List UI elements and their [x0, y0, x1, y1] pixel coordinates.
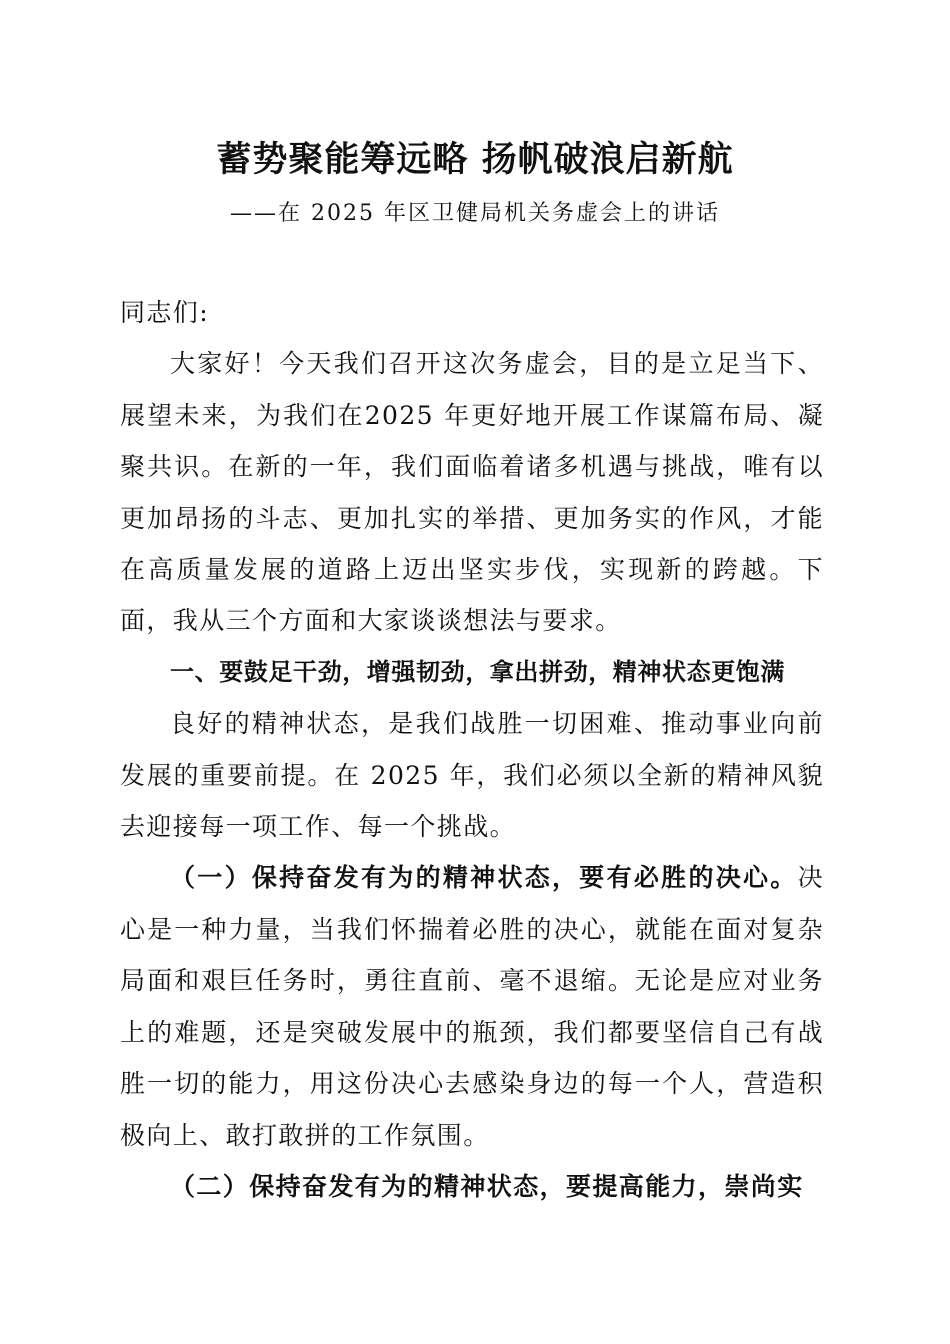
document-subtitle: ——在 2025 年区卫健局机关务虚会上的讲话: [230, 201, 720, 226]
intro-paragraph: 大家好！今天我们召开这次务虚会，目的是立足当下、展望未来，为我们在2025 年更好地开展工作谋篇布局、凝聚共识。在新的一年，我们面临着诸多机遇与挑战，唯有以更加昂扬的斗志、更加扎实的举措、更加务实的作风，才能在高质量发展的道路上迈出坚实步伐，实现新的跨越。下面，我从三个方面和大家谈谈想法与要求。: [120, 349, 824, 636]
section-1-heading: 一、要鼓足干劲，增强韧劲，拿出拼劲，精神状态更饱满: [170, 657, 785, 686]
document-body: [120, 287, 824, 1212]
document-title: 蓄势聚能筹远略 扬帆破浪启新航: [216, 139, 734, 180]
section-1-paragraph: 良好的精神状态，是我们战胜一切困难、推动事业向前发展的重要前提。在 2025 年，我们必须以全新的精神风貌去迎接每一项工作、每一个挑战。: [120, 709, 824, 842]
subsection-2-lead: （二）保持奋发有为的精神状态，要提高能力，崇尚实: [170, 1171, 804, 1201]
subsection-1-text: 决心是一种力量，当我们怀揣着必胜的决心，就能在面对复杂局面和艰巨任务时，勇往直前、毫不退缩。无论是应对业务上的难题，还是突破发展中的瓶颈，我们都要坚信自己有战胜一切的能力，用这份决心去感染身边的每一个人，营造积极向上、敢打敢拼的工作氛围。: [120, 863, 824, 1150]
salutation: 同志们:: [120, 298, 210, 327]
subsection-1-lead: （一）保持奋发有为的精神状态，要有必胜的决心。: [170, 863, 798, 893]
subsection-1-paragraph: [120, 852, 824, 1160]
subsection-2-paragraph: [120, 1161, 824, 1212]
